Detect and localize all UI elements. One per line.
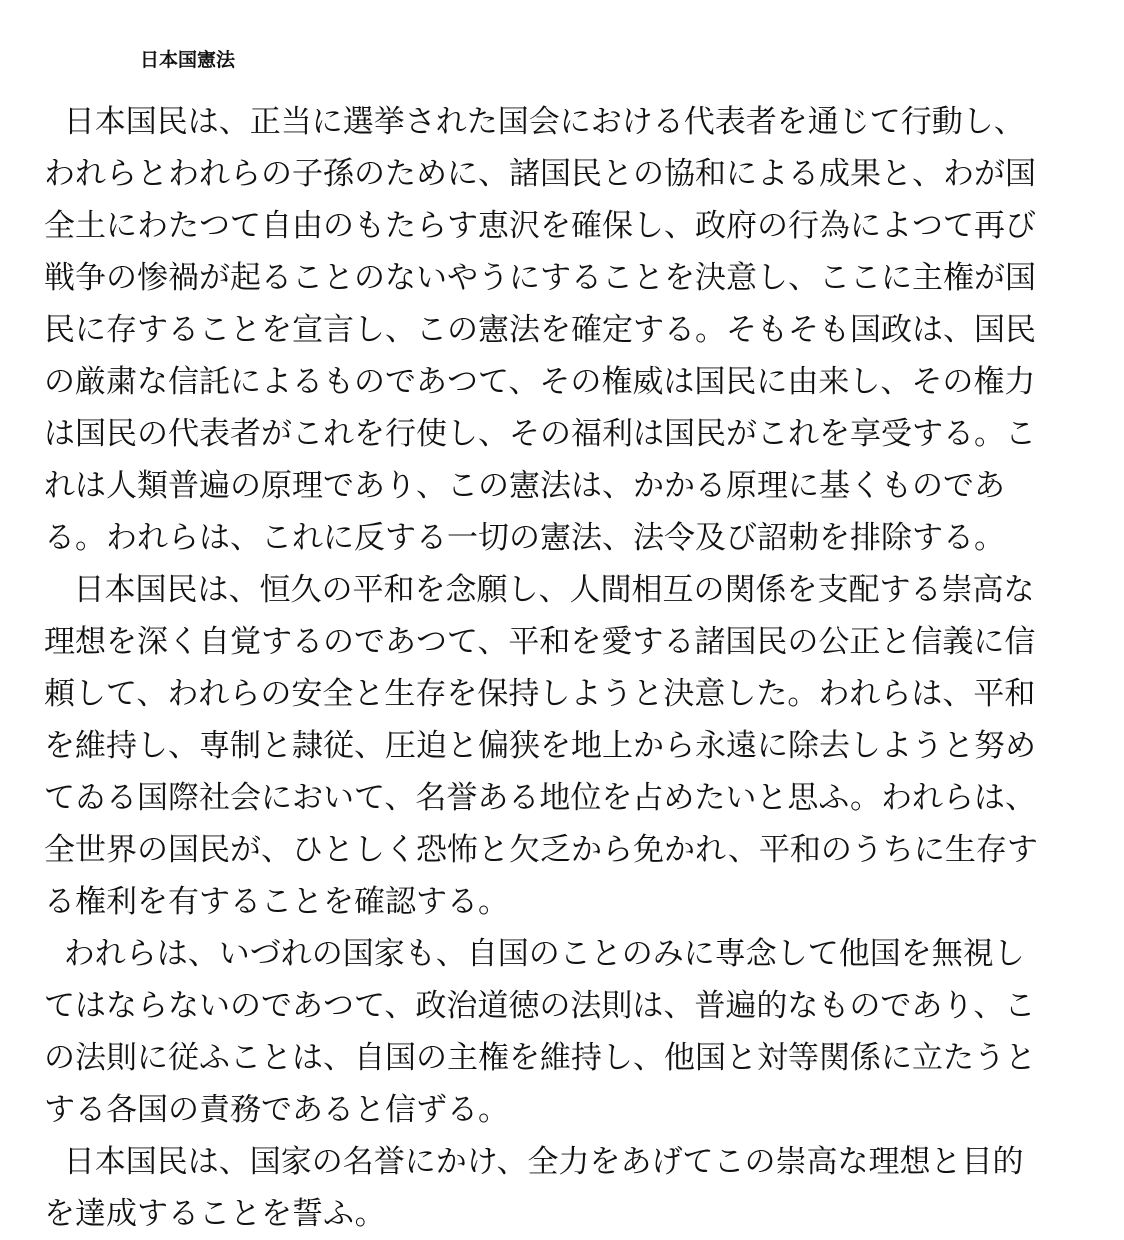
text-line: てはならないのであつて、政治道徳の法則は、普遍的なものであり、こ [44, 988, 1036, 1024]
text-line: てゐる国際社会において、名誉ある地位を占めたいと思ふ。われらは、 [44, 780, 1036, 816]
text-line: 全土にわたつて自由のもたらす恵沢を確保し、政府の行為によつて再び [44, 208, 1036, 244]
text-line: われらは、いづれの国家も、自国のことのみに専念して他国を無視し [44, 936, 1025, 972]
text-line: 戦争の惨禍が起ることのないやうにすることを決意し、ここに主権が国 [44, 260, 1036, 296]
text-line: を維持し、専制と隷従、圧迫と偏狭を地上から永遠に除去しようと努め [44, 728, 1036, 764]
document-title: 日本国憲法 [140, 49, 236, 71]
text-line: を達成することを誓ふ。 [44, 1196, 386, 1232]
text-line: 理想を深く自覚するのであつて、平和を愛する諸国民の公正と信義に信 [44, 624, 1036, 660]
text-line: の厳粛な信託によるものであつて、その権威は国民に由来し、その権力 [44, 364, 1036, 400]
text-line: れは人類普遍の原理であり、この憲法は、かかる原理に基くものであ [44, 468, 1005, 504]
text-line: 日本国民は、恒久の平和を念願し、人間相互の関係を支配する崇高な [44, 572, 1035, 608]
text-line: 日本国民は、国家の名誉にかけ、全力をあげてこの崇高な理想と目的 [44, 1144, 1024, 1180]
text-line: 民に存することを宣言し、この憲法を確定する。そもそも国政は、国民 [44, 312, 1036, 348]
text-line: の法則に従ふことは、自国の主権を維持し、他国と対等関係に立たうと [44, 1040, 1036, 1076]
text-line: 頼して、われらの安全と生存を保持しようと決意した。われらは、平和 [44, 676, 1036, 712]
text-line: 全世界の国民が、ひとしく恐怖と欠乏から免かれ、平和のうちに生存す [44, 832, 1038, 868]
text-line: は国民の代表者がこれを行使し、その福利は国民がこれを享受する。こ [44, 416, 1036, 452]
text-line: する各国の責務であると信ずる。 [44, 1092, 509, 1128]
text-line: 日本国民は、正当に選挙された国会における代表者を通じて行動し、 [44, 104, 1025, 140]
text-line: われらとわれらの子孫のために、諸国民との協和による成果と、わが国 [44, 156, 1036, 192]
preamble-body [44, 96, 1084, 1240]
text-line: る。われらは、これに反する一切の憲法、法令及び詔勅を排除する。 [44, 520, 1005, 556]
text-line: る権利を有することを確認する。 [44, 884, 509, 920]
